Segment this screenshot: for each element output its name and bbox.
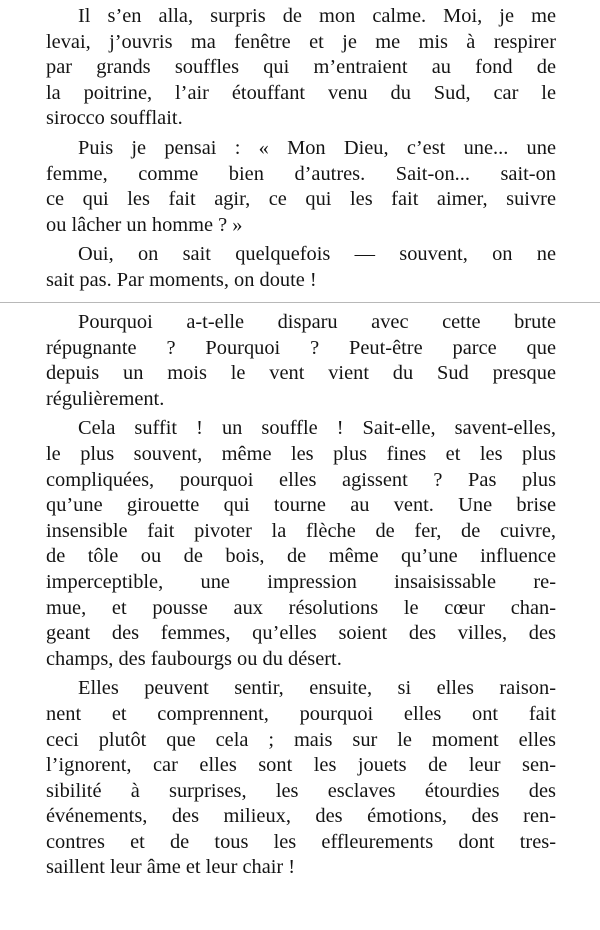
text-line: de tôle ou de bois, de même qu’une influence (46, 545, 556, 568)
text-line: événements, des milieux, des émotions, des ren- (46, 805, 556, 828)
text-line: levai, j’ouvris ma fenêtre et je me mis à respirer (46, 30, 556, 53)
paragraph (46, 310, 556, 412)
text-line: Puis je pensai : « Mon Dieu, c’est une... une (78, 136, 556, 159)
page-divider (0, 302, 600, 303)
top-text-section (46, 4, 556, 298)
text-line: Pourquoi a-t-elle disparu avec cette brute (78, 311, 556, 333)
paragraph (46, 136, 556, 238)
text-line: Cela suffit ! un souffle ! Sait-elle, savent-elles, (78, 417, 556, 440)
text-line: ceci plutôt que cela ; mais sur le moment elles (46, 728, 556, 751)
text-line: insensible fait pivoter la flèche de fer, de cuivre, (46, 519, 556, 542)
text-line: Oui, on sait quelquefois — souvent, on ne (78, 243, 556, 266)
paragraph (46, 4, 556, 132)
text-line: geant des femmes, qu’elles soient des villes, des (46, 622, 556, 645)
text-line: compliquées, pourquoi elles agissent ? Pas plus (46, 468, 556, 491)
text-line: régulièrement. (46, 387, 165, 410)
text-line: Elles peuvent sentir, ensuite, si elles raison- (78, 677, 556, 700)
text-line: imperceptible, une impression insaisissable re- (46, 570, 556, 593)
text-line: par grands souffles qui m’entraient au fond de (46, 56, 556, 79)
text-line: le plus souvent, même les plus fines et les plus (46, 442, 556, 465)
text-line: champs, des faubourgs ou du désert. (46, 647, 342, 670)
text-line: depuis un mois le vent vient du Sud presque (46, 362, 556, 385)
text-line: mue, et pousse aux résolutions le cœur chan- (46, 596, 556, 619)
bottom-text-section (46, 310, 556, 885)
text-line: qu’une girouette qui tourne au vent. Une brise (46, 494, 556, 517)
text-line: saillent leur âme et leur chair ! (46, 856, 296, 879)
paragraph (46, 416, 556, 672)
text-line: ou lâcher un homme ? » (46, 213, 243, 236)
text-line: sait pas. Par moments, on doute ! (46, 268, 317, 291)
text-line: contres et de tous les effleurements dont tres- (46, 830, 556, 853)
text-line: femme, comme bien d’autres. Sait-on... sait-on (46, 162, 556, 185)
text-line: répugnante ? Pourquoi ? Peut-être parce que (46, 336, 556, 359)
paragraph (46, 676, 556, 881)
text-line: sirocco soufflait. (46, 107, 183, 130)
text-line: l’ignorent, car elles sont les jouets de leur sen- (46, 754, 556, 777)
text-line: ce qui les fait agir, ce qui les fait aimer, suivre (46, 188, 556, 211)
text-line: Il s’en alla, surpris de mon calme. Moi, je me (78, 5, 556, 27)
text-line: sibilité à surprises, les esclaves étourdies des (46, 779, 556, 802)
text-line: la poitrine, l’air étouffant venu du Sud, car le (46, 81, 556, 104)
paragraph (46, 242, 556, 293)
text-line: nent et comprennent, pourquoi elles ont fait (46, 702, 556, 725)
